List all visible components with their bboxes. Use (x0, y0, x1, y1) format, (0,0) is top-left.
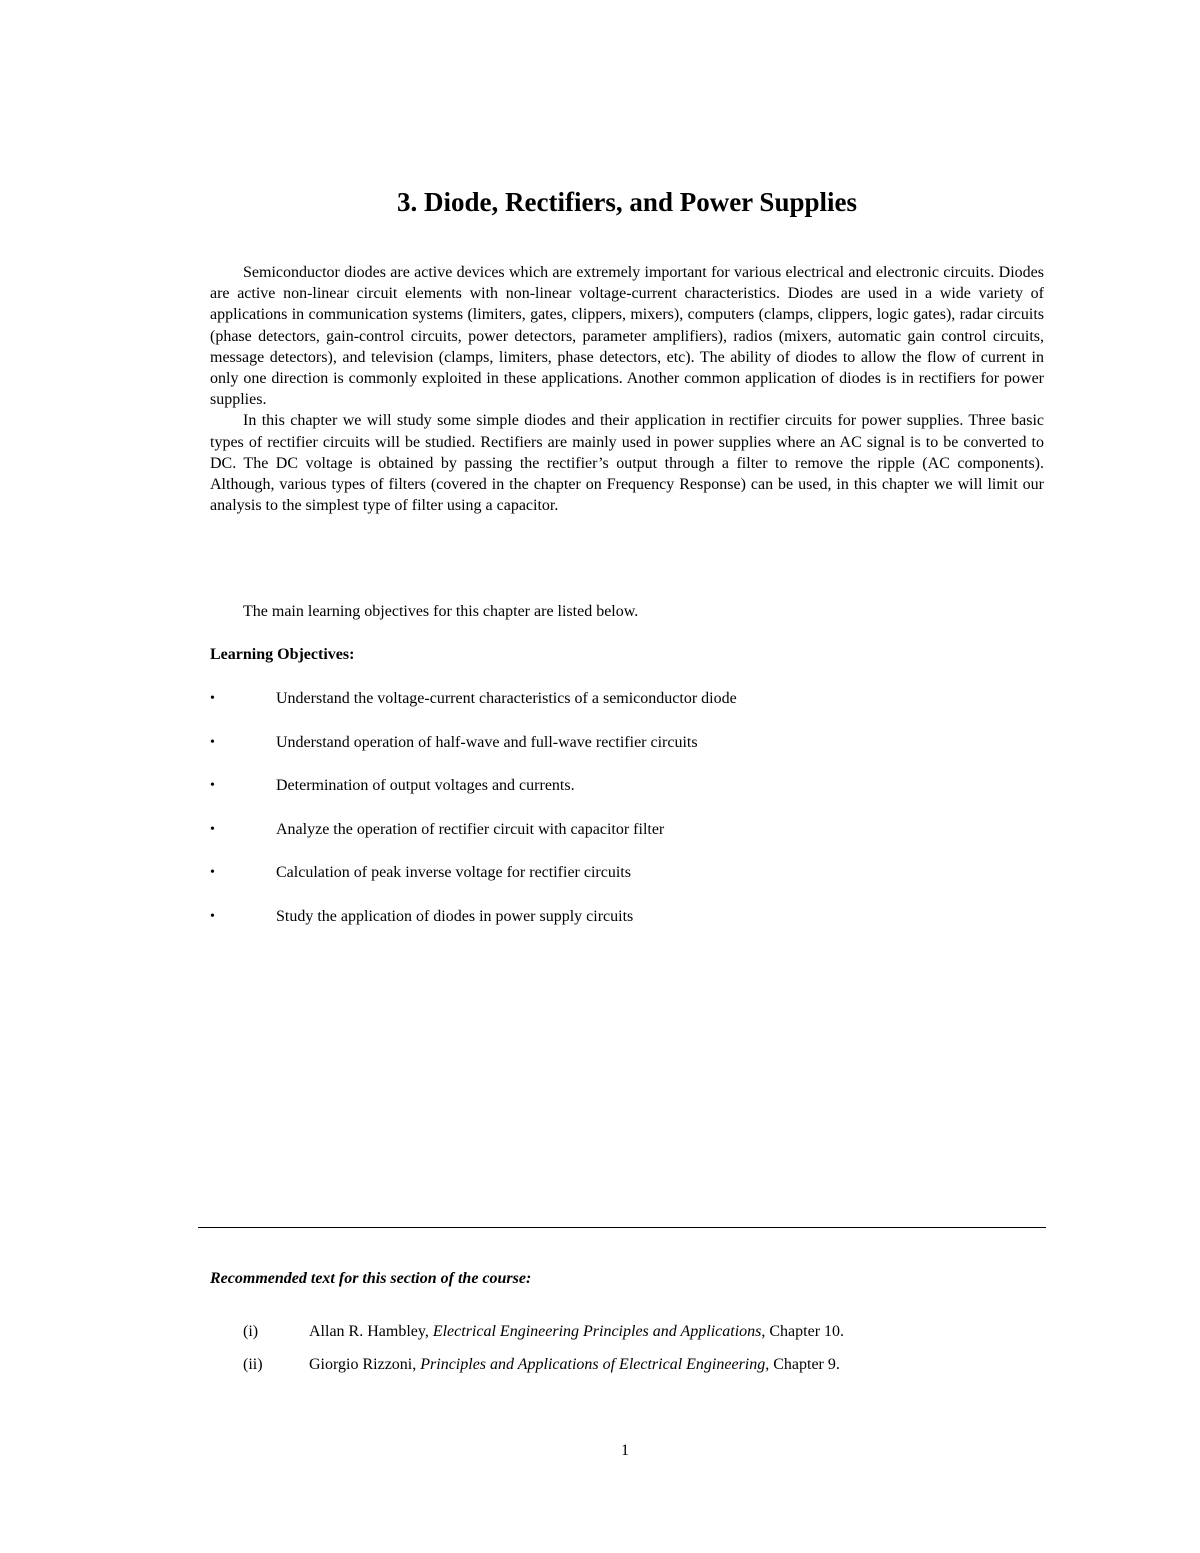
objective-text: Analyze the operation of rectifier circuit with capacitor filter (276, 820, 665, 838)
objective-text: Determination of output voltages and currents. (276, 777, 575, 795)
objectives-heading: Learning Objectives: (210, 646, 355, 663)
reference-chapter: , Chapter 10. (761, 1323, 845, 1340)
reference-author: Giorgio Rizzoni, (309, 1356, 421, 1373)
reference-item (243, 1321, 1043, 1354)
page-number: 1 (621, 1442, 629, 1459)
objectives-list (210, 688, 1044, 950)
objective-text: Study the application of diodes in power supply circuits (276, 907, 634, 925)
bullet-icon: • (210, 734, 215, 750)
objective-item (210, 688, 1044, 732)
bullet-icon: • (210, 908, 215, 924)
reference-number: (ii) (243, 1356, 263, 1373)
objective-item (210, 819, 1044, 863)
intro-paragraph-2: In this chapter we will study some simple diodes and their application in rectifier circuits for power supplies. Three basic types of rectifier circuits will be studied. Rectifiers are mainly used in power supplies where an AC signal is to be converted to DC. The DC voltage is obtained by passing the rectifier’s output through a filter to remove the ripple (AC components). Although, various types of filters (covered in the chapter on Frequency Response) can be used, in this chapter we will limit our analysis to the simplest type of filter using a capacitor. (210, 412, 1044, 515)
objective-text: Understand operation of half-wave and full-wave rectifier circuits (276, 733, 698, 751)
objective-text: Calculation of peak inverse voltage for rectifier circuits (276, 864, 631, 882)
reference-book-title: Electrical Engineering Principles and Applications (432, 1323, 762, 1340)
objective-item (210, 732, 1044, 776)
bullet-icon: • (210, 778, 215, 794)
bullet-icon: • (210, 821, 215, 837)
objectives-intro: The main learning objectives for this chapter are listed below. (243, 603, 639, 620)
footnote-divider (198, 1227, 1046, 1228)
reference-number: (i) (243, 1323, 259, 1340)
reference-book-title: Principles and Applications of Electrical Engineering (420, 1356, 766, 1373)
reference-item (243, 1354, 1043, 1387)
bullet-icon: • (210, 691, 215, 706)
objective-text: Understand the voltage-current characteristics of a semiconductor diode (276, 690, 737, 707)
objective-item (210, 775, 1044, 819)
recommended-text-heading: Recommended text for this section of the course: (210, 1270, 532, 1287)
chapter-title: 3. Diode, Rectifiers, and Power Supplies (397, 187, 857, 217)
intro-paragraph-1: Semiconductor diodes are active devices which are extremely important for various electrical and electronic circuits. Diodes are active non-linear circuit elements with non-linear voltage-current characteristics. Diodes are used in a wide variety of applications in communication systems (limiters, gates, clippers, mixers), computers (clamps, clippers, logic gates), radar circuits (phase detectors, gain-control circuits, power detectors, parameter amplifiers), radios (mixers, automatic gain control circuits, message detectors), and television (clamps, limiters, phase detectors, etc). The ability of diodes to allow the flow of current in only one direction is commonly exploited in these applications. Another common application of diodes is in rectifiers for power supplies. (210, 264, 1044, 409)
reference-citation (309, 1354, 840, 1375)
reference-list (243, 1321, 1043, 1387)
chapter-introduction (210, 262, 1044, 516)
reference-citation (309, 1321, 844, 1342)
reference-chapter: , Chapter 9. (765, 1356, 840, 1373)
bullet-icon: • (210, 865, 215, 881)
reference-author: Allan R. Hambley, (309, 1323, 433, 1340)
objective-item (210, 906, 1044, 950)
objective-item (210, 862, 1044, 906)
